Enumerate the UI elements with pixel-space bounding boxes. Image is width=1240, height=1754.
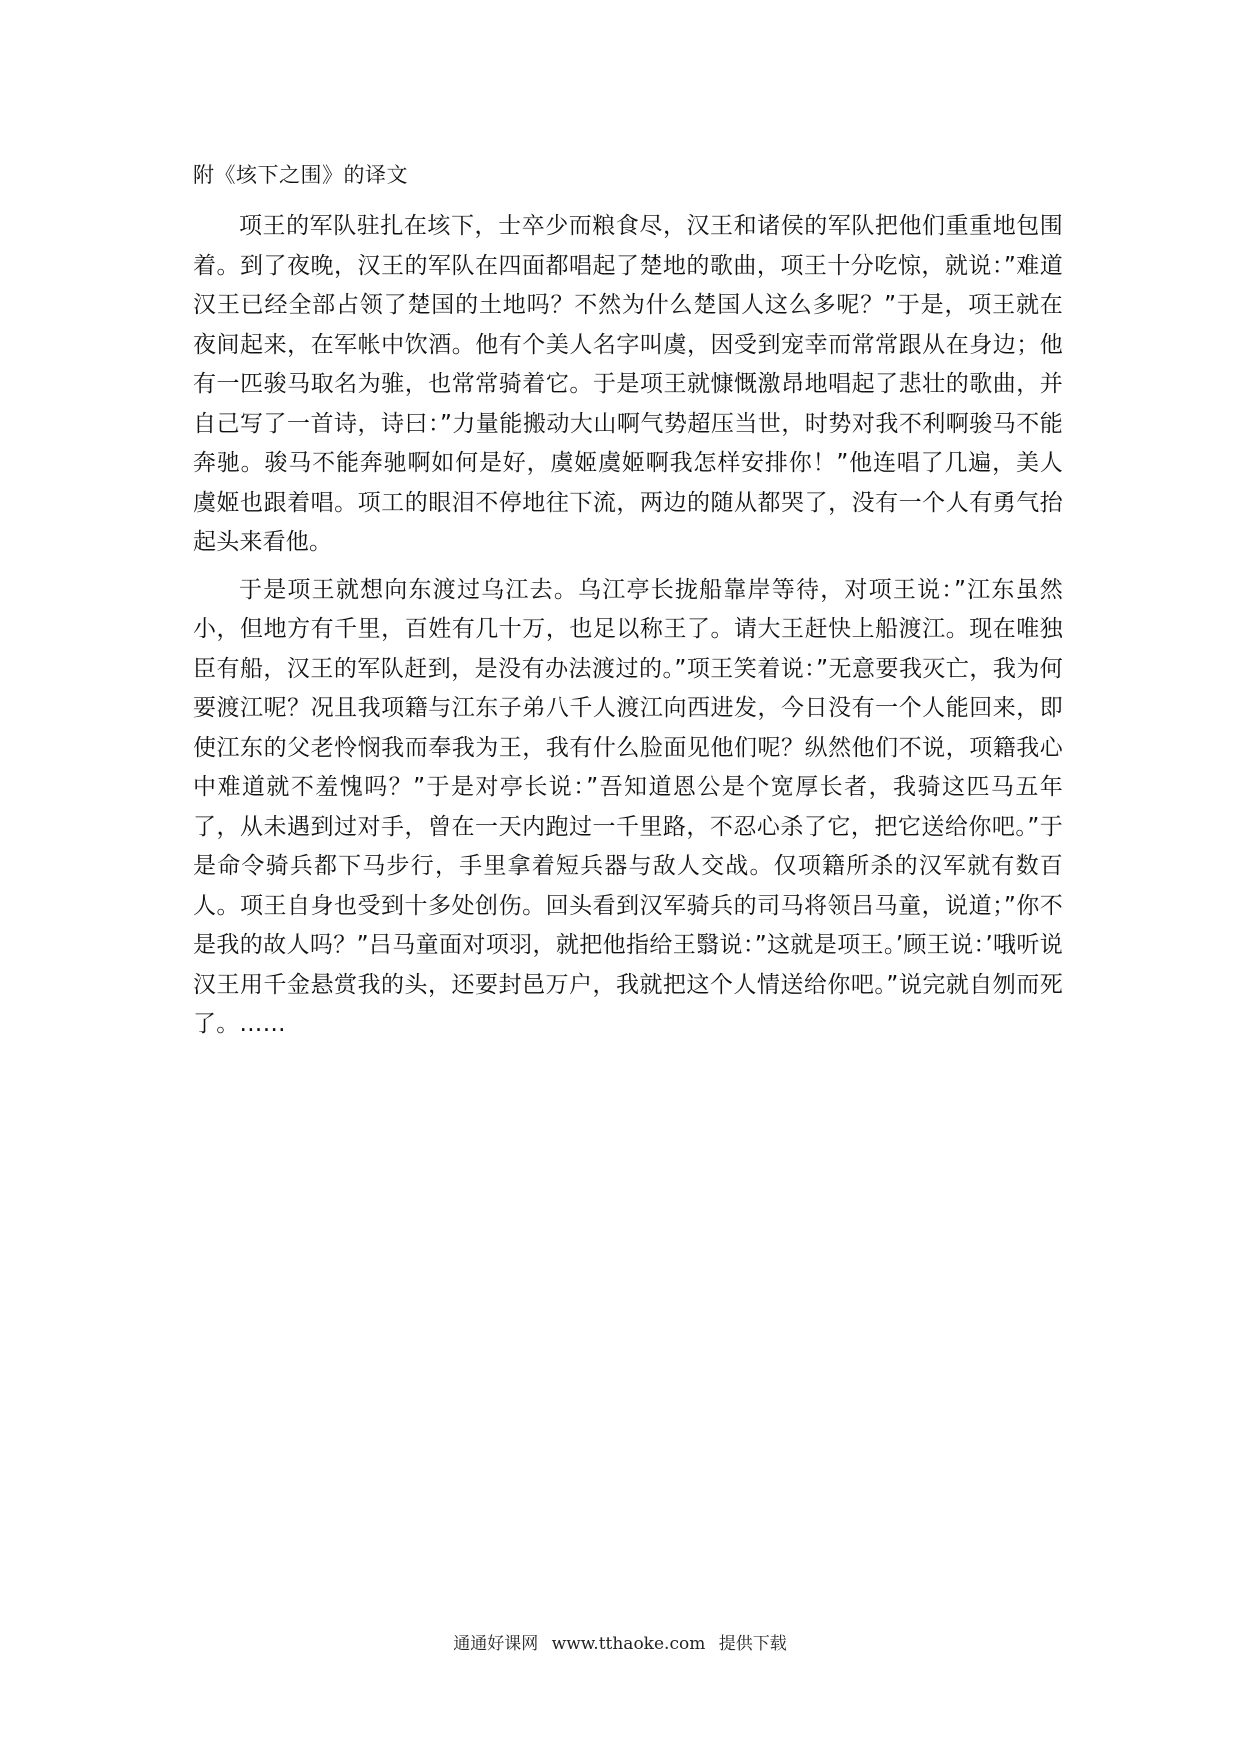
footer-url: www.tthaoke.com — [551, 1634, 706, 1654]
footer-download-text: 提供下载 — [718, 1634, 787, 1654]
document-body — [193, 207, 1063, 1053]
document-title: 附《垓下之围》的译文 — [193, 163, 408, 187]
footer-site-name: 通通好课网 — [453, 1634, 539, 1654]
page-footer — [0, 1632, 1240, 1656]
paragraph: 项王的军队驻扎在垓下，士卒少而粮食尽，汉王和诸侯的军队把他们重重地包围着。到了夜晚，汉王的军队在四面都唱起了楚地的歌曲，项王十分吃惊，就说：”难道汉王已经全部占领了楚国的土地吗？不然为什么楚国人这么多呢？”于是，项王就在夜间起来，在军帐中饮酒。他有个美人名字叫虞，因受到宠幸而常常跟从在身边；他有一匹骏马取名为骓，也常常骑着它。于是项王就慷慨激昂地唱起了悲壮的歌曲，并自己写了一首诗，诗曰：”力量能搬动大山啊气势超压当世，时势对我不利啊骏马不能奔驰。骏马不能奔驰啊如何是好，虞姬虞姬啊我怎样安排你！”他连唱了几遍，美人虞姬也跟着唱。项工的眼泪不停地往下流，两边的随从都哭了，没有一个人有勇气抬起头来看他。 — [193, 213, 1063, 555]
paragraph: 于是项王就想向东渡过乌江去。乌江亭长拢船靠岸等待，对项王说：”江东虽然小，但地方有千里，百姓有几十万，也足以称王了。请大王赶快上船渡江。现在唯独臣有船，汉王的军队赶到，是没有办法渡过的。”项王笑着说：”无意要我灭亡，我为何要渡江呢？况且我项籍与江东子弟八千人渡江向西进发，今日没有一个人能回来，即使江东的父老怜悯我而奉我为王，我有什么脸面见他们呢？纵然他们不说，项籍我心中难道就不羞愧吗？”于是对亭长说：”吾知道恩公是个宽厚长者，我骑这匹马五年了，从未遇到过对手，曾在一天内跑过一千里路，不忍心杀了它，把它送给你吧。”于是命令骑兵都下马步行，手里拿着短兵器与敌人交战。仅项籍所杀的汉军就有数百人。项王自身也受到十多处创伤。回头看到汉军骑兵的司马将领吕马童，说道；”你不是我的故人吗？”吕马童面对项羽，就把他指给王翳说：”这就是项王。’顾王说：’哦听说汉王用千金悬赏我的头，还要封邑万户，我就把这个人情送给你吧。”说完就自刎而死了。…… — [193, 576, 1063, 1037]
